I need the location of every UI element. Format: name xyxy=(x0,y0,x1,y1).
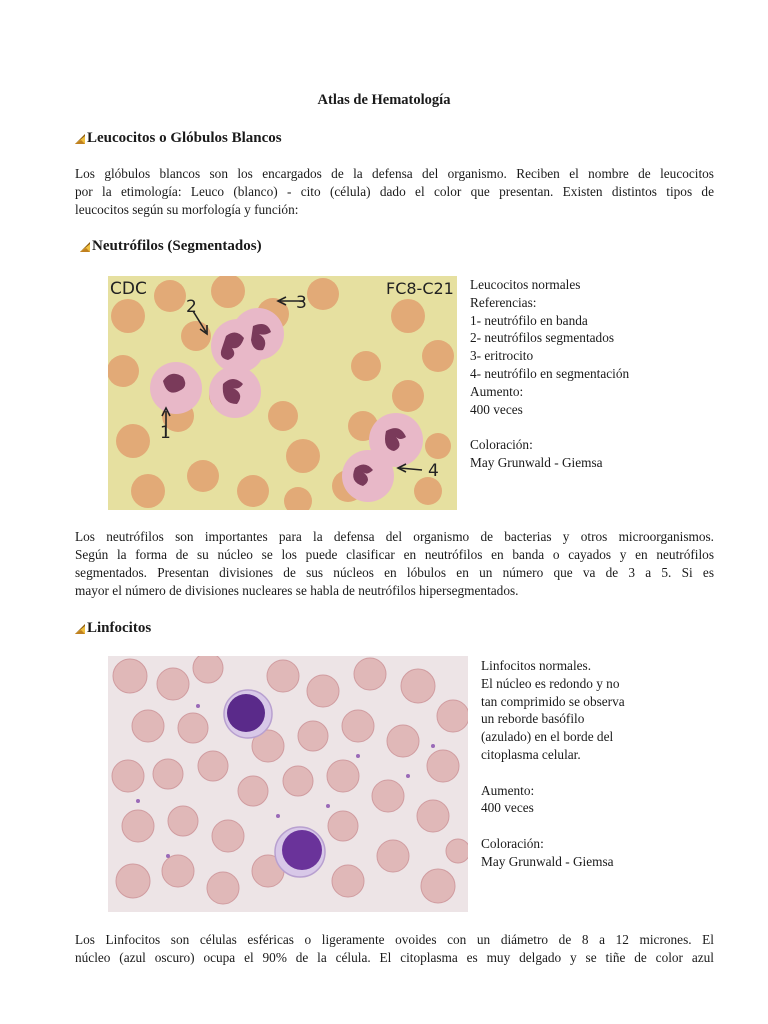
heading-neutrofilos xyxy=(80,238,262,255)
caption-line: un reborde basófilo xyxy=(481,711,585,727)
lymphocyte-micrograph xyxy=(108,656,468,912)
image-label-1: 1 xyxy=(160,423,171,443)
caption-line: Leucocitos normales xyxy=(470,277,581,292)
neutrophil-micrograph xyxy=(108,276,457,510)
image-label-4: 4 xyxy=(428,461,439,481)
caption-line: citoplasma celular. xyxy=(481,746,581,762)
paragraph-line: por la etimología: Leuco (blanco) - cito (célula) dado el color que presentan. Existen distintos tipos de xyxy=(75,184,714,199)
caption-neutrofilos xyxy=(470,276,629,472)
heading-neutrofilos-text: Neutrófilos (Segmentados) xyxy=(92,238,262,254)
caption-line: Coloración: xyxy=(470,437,533,453)
caption-line: 400 veces xyxy=(481,800,534,816)
caption-line: El núcleo es redondo y no xyxy=(481,675,620,691)
caption-line: 4- neutrófilo en segmentación xyxy=(470,365,630,381)
bullet-icon xyxy=(80,242,90,252)
caption-line xyxy=(481,764,625,782)
caption-line: Aumento: xyxy=(470,383,524,399)
paragraph-line: Los Linfocitos son células esféricas o ligeramente ovoides con un diámetro de 8 a 12 micrones. El xyxy=(75,932,714,947)
image-label-3: 3 xyxy=(296,293,307,313)
caption-line: tan comprimido se observa xyxy=(481,693,625,709)
caption-line: (azulado) en el borde del xyxy=(481,729,614,745)
paragraph-line: Los neutrófilos son importantes para la defensa del organismo de bacterias y otros microorganismos. xyxy=(75,529,714,544)
paragraph-leucocitos xyxy=(75,165,714,219)
paragraph-line: mayor el número de divisiones nucleares se habla de neutrófilos hipersegmentados. xyxy=(75,583,519,598)
heading-leucocitos xyxy=(75,130,282,147)
paragraph-line: Los glóbulos blancos son los encargados de la defensa del organismo. Reciben el nombre de leucocitos xyxy=(75,166,714,181)
caption-line: Referencias: xyxy=(470,294,537,310)
caption-line: 3- eritrocito xyxy=(470,348,534,364)
caption-line: Aumento: xyxy=(481,782,535,798)
paragraph-linfocitos xyxy=(75,931,714,967)
bullet-icon xyxy=(75,624,85,634)
heading-linfocitos xyxy=(75,620,151,637)
paragraph-line: leucocitos según su morfología y función: xyxy=(75,202,299,217)
caption-line: 400 veces xyxy=(470,401,523,417)
caption-line: Coloración: xyxy=(481,835,544,851)
bullet-icon xyxy=(75,134,85,144)
caption-linfocitos xyxy=(481,657,625,871)
image-label-cdc: CDC xyxy=(110,279,147,299)
caption-line: May Grunwald - Giemsa xyxy=(481,853,614,869)
caption-line: 1- neutrófilo en banda xyxy=(470,312,588,328)
caption-line: May Grunwald - Giemsa xyxy=(470,454,603,470)
image-label-2: 2 xyxy=(186,297,197,317)
caption-line xyxy=(470,418,629,436)
image-label-code: FC8-C21 xyxy=(386,279,454,298)
caption-line: Linfocitos normales. xyxy=(481,658,592,673)
paragraph-line: Según la forma de su núcleo se los puede clasificar en neutrófilos en banda o cayados y en neutrófilos xyxy=(75,547,714,562)
paragraph-line: segmentados. Presentan divisiones de sus núcleos en lóbulos en un número que va de 3 a 5. Si es xyxy=(75,565,714,580)
page-title: Atlas de Hematología xyxy=(317,92,451,108)
heading-leucocitos-text: Leucocitos o Glóbulos Blancos xyxy=(87,130,282,146)
paragraph-neutrofilos xyxy=(75,528,714,600)
heading-linfocitos-text: Linfocitos xyxy=(87,620,152,636)
paragraph-line: núcleo (azul oscuro) ocupa el 90% de la célula. El citoplasma es muy delgado y se tiñe de color azul xyxy=(75,950,714,965)
caption-line: 2- neutrófilos segmentados xyxy=(470,330,615,346)
caption-line xyxy=(481,817,625,835)
